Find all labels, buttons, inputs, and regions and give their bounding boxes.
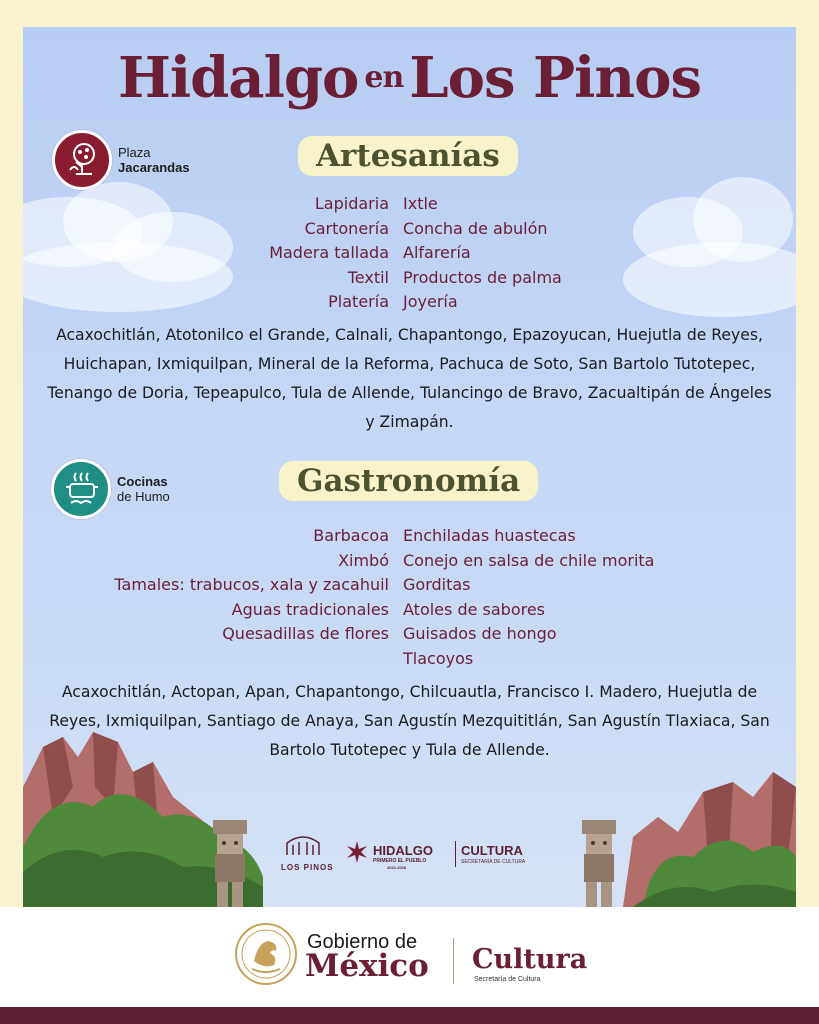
gastronomia-municipios: Acaxochitlán, Actopan, Apan, Chapantongo, Chilcuautla, Francisco I. Madero, Huejutla de Reyes, Ixmiquilpan, Santiago de Anaya, San Agustín Mezquititlán, San Agustín Tlaxiaca, San Bartolo Tutotepec y Tula de Allende. — [49, 683, 770, 759]
gastronomia-item-right: Enchiladas huastecas — [403, 526, 576, 545]
gastronomia-item-right: Atoles de sabores — [403, 599, 546, 619]
footer-gobierno-de: Gobierno de — [307, 931, 418, 953]
badge-label-de-humo: de Humo — [117, 489, 170, 504]
gastronomia-item-left: Quesadillas de flores — [222, 624, 389, 644]
gastronomia-row — [23, 549, 796, 574]
title-en: en — [364, 60, 404, 95]
gastronomia-item-left: Ximbó — [338, 550, 389, 570]
artesanias-item-left: Lapidaria — [314, 194, 389, 213]
artesanias-item-left: Cartonería — [304, 218, 389, 238]
gastronomia-row — [23, 524, 796, 549]
cultura-logo-text: CULTURA — [461, 843, 523, 858]
artesanias-item-right: Ixtle — [403, 194, 438, 213]
title-los-pinos: Los Pinos — [409, 45, 702, 111]
gastronomia-heading: Gastronomía — [279, 461, 538, 501]
gastronomia-item-right: Gorditas — [403, 575, 471, 595]
badge-label-plaza: Plaza — [118, 145, 151, 160]
page-title — [23, 45, 796, 111]
artesanias-row — [23, 217, 796, 242]
footer-bar — [0, 1007, 819, 1024]
cultura-logo-subtext: SECRETARÍA DE CULTURA — [461, 859, 526, 865]
atlante-statue-left-icon — [207, 820, 253, 907]
partner-logos — [279, 835, 549, 875]
mexico-coat-of-arms-icon — [234, 921, 298, 987]
title-hidalgo: Hidalgo — [117, 45, 359, 111]
artesanias-row — [23, 290, 796, 315]
artesanias-item-right: Alfarería — [403, 243, 471, 263]
gastronomia-item-left — [23, 647, 403, 672]
gastronomia-row — [23, 647, 796, 672]
hidalgo-logo-text: HIDALGO — [373, 843, 433, 858]
artesanias-list — [23, 192, 796, 315]
artesanias-item-right: Concha de abulón — [403, 218, 548, 238]
plaza-jacarandas-badge — [52, 130, 190, 190]
gastronomia-item-right: Guisados de hongo — [403, 624, 557, 644]
badge-label-jacarandas: Jacarandas — [118, 160, 190, 175]
gastronomia-item-left: Tamales: trabucos, xala y zacahuil — [114, 575, 389, 595]
artesanias-item-right: Productos de palma — [403, 267, 562, 287]
artesanias-item-left: Platería — [328, 292, 389, 312]
footer-cultura: Cultura — [472, 944, 588, 975]
artesanias-item-left: Madera tallada — [269, 243, 389, 263]
artesanias-row — [23, 266, 796, 291]
gastronomia-item-left: Aguas tradicionales — [231, 599, 389, 619]
gastronomia-item-right: Conejo en salsa de chile morita — [403, 550, 655, 570]
artesanias-item-left: Textil — [347, 267, 389, 287]
artesanias-municipios: Acaxochitlán, Atotonilco el Grande, Calnali, Chapantongo, Epazoyucan, Huejutla de Reyes, Huichapan, Ixmiquilpan, Mineral de la Reforma, Pachuca de Soto, San Bartolo Tutotepec, Tenango de Doria, Tepeapulco, Tula de Allende, Tulancingo de Bravo, Zacualtipán de Ángeles y Zimapán. — [47, 326, 772, 431]
cooking-pot-icon — [51, 459, 111, 519]
hidalgo-flower-icon — [345, 840, 369, 864]
los-pinos-logo-text: LOS PINOS — [281, 863, 334, 872]
hidalgo-logo-subtext: PRIMERO EL PUEBLO — [373, 858, 427, 864]
gastronomia-row — [23, 622, 796, 647]
gastronomia-row — [23, 573, 796, 598]
poster-panel — [23, 27, 796, 907]
artesanias-heading: Artesanías — [298, 136, 518, 176]
cocinas-de-humo-badge — [51, 459, 170, 519]
logo-divider — [455, 841, 456, 867]
gastronomia-item-right: Tlacoyos — [403, 648, 474, 668]
hidalgo-logo-years: 2022-2028 — [387, 865, 407, 870]
atlante-statue-right-icon — [576, 820, 622, 907]
los-pinos-gate-icon — [285, 835, 321, 857]
artesanias-row — [23, 192, 796, 217]
gastronomia-row — [23, 598, 796, 623]
gastronomia-item-left: Barbacoa — [313, 526, 389, 545]
badge-label-cocinas: Cocinas — [117, 474, 168, 489]
footer-divider — [453, 938, 454, 984]
jacaranda-tree-icon — [52, 130, 112, 190]
footer-mexico: México — [305, 948, 429, 984]
artesanias-item-right: Joyería — [403, 292, 458, 312]
artesanias-row — [23, 241, 796, 266]
gastronomia-list — [23, 524, 796, 672]
footer-secretaria-de-cultura: Secretaría de Cultura — [474, 976, 541, 983]
